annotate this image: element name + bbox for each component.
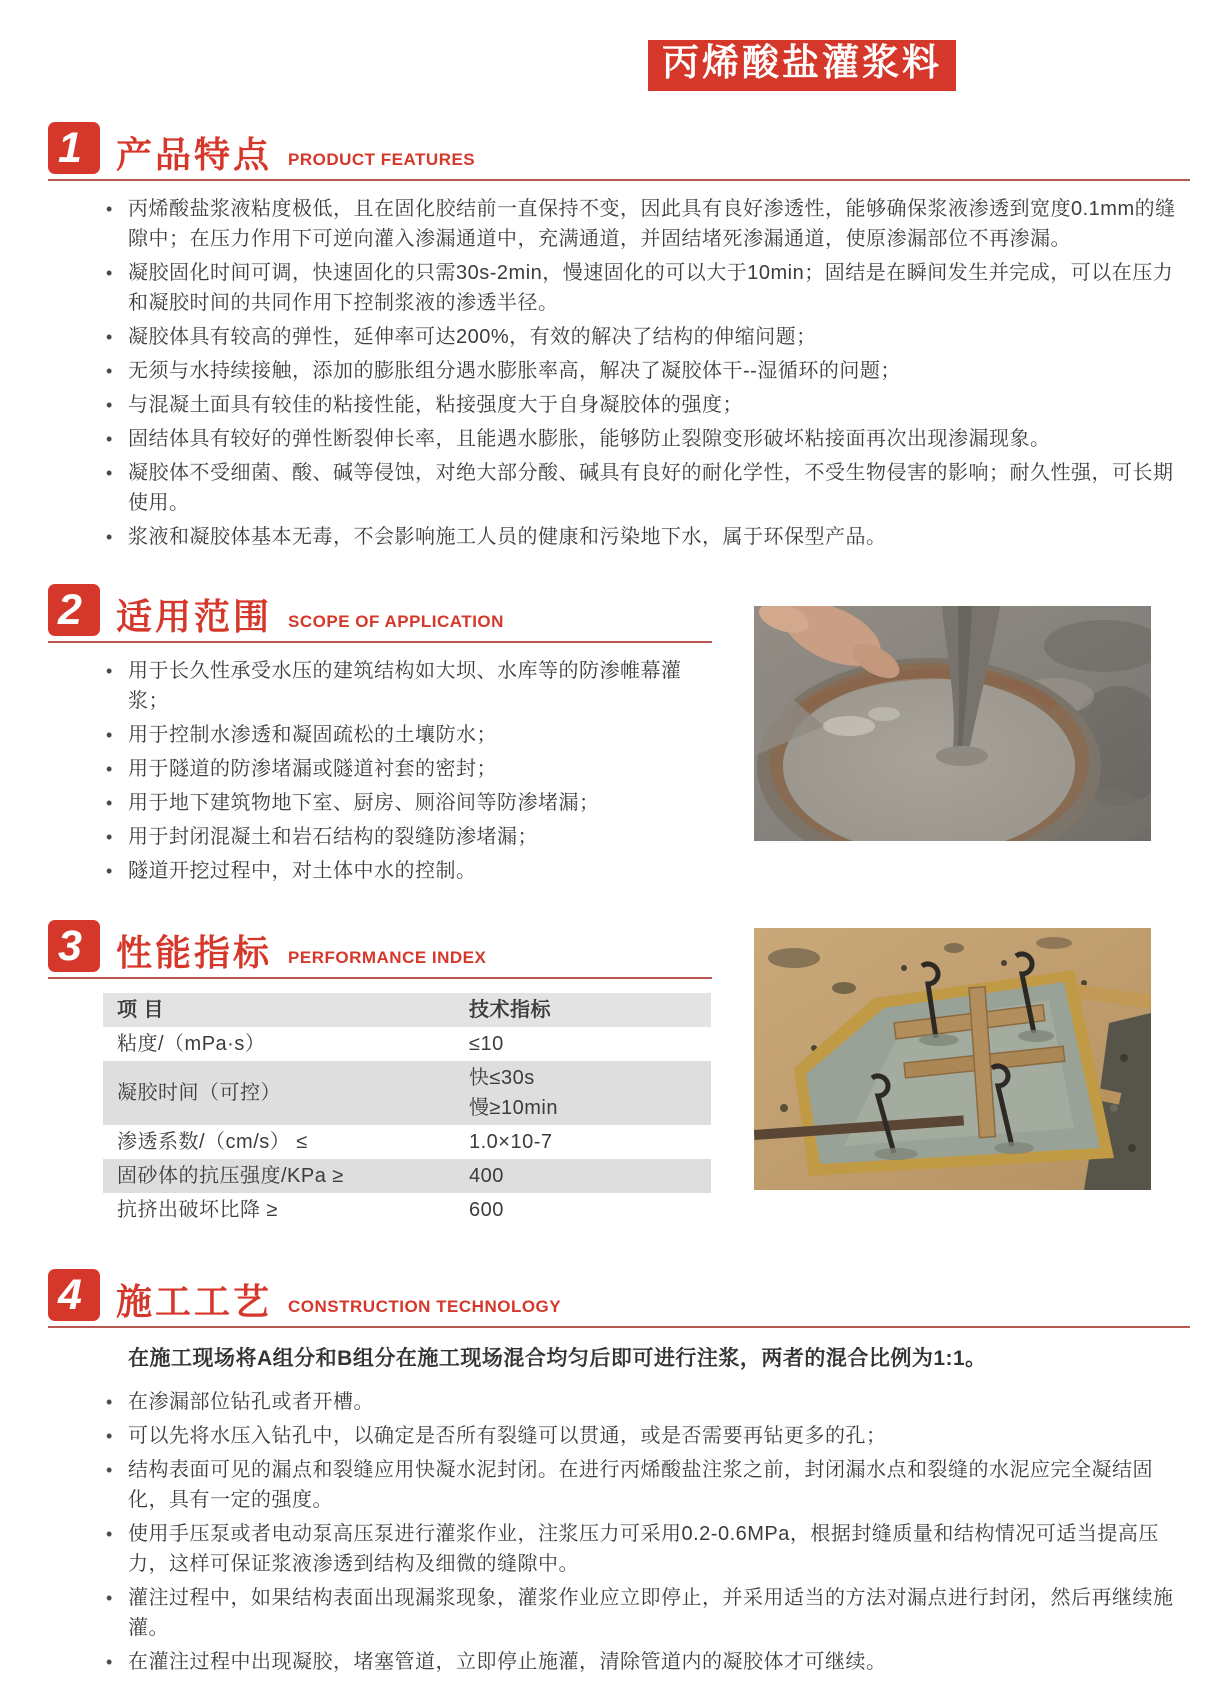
- spec-value-slow: 慢≥10min: [469, 1097, 558, 1119]
- feature-item: • 凝胶体不受细菌、酸、碱等侵蚀，对绝大部分酸、碱具有良好的耐化学性，不受生物侵害的影响；耐久性强，可长期使用。: [128, 458, 1190, 518]
- application-item: • 用于封闭混凝土和岩石结构的裂缝防渗堵漏；: [128, 822, 720, 852]
- feature-item: • 丙烯酸盐浆液粘度极低，且在固化胶结前一直保持不变，因此具有良好渗透性，能够确保浆液渗透到宽度0.1mm的缝隙中；在压力作用下可逆向灌入渗漏通道中，充满通道，并固结堵死渗漏通道，使原渗漏部位不再渗漏。: [128, 194, 1190, 254]
- section-subtitle: PRODUCT FEATURES: [288, 150, 476, 169]
- application-item: • 用于隧道的防渗堵漏或隧道衬套的密封；: [128, 754, 720, 784]
- spec-value: 600: [469, 1199, 504, 1221]
- section-scope-of-application: [48, 584, 1232, 890]
- section-header: [48, 1269, 1190, 1328]
- section-title: 施工工艺: [116, 1281, 273, 1323]
- spec-row: [103, 1027, 711, 1061]
- spec-value: [455, 1061, 711, 1125]
- feature-list: [48, 194, 1232, 552]
- feature-item: • 凝胶体具有较高的弹性，延伸率可达200%，有效的解决了结构的伸缩问题；: [128, 322, 1190, 352]
- application-item: • 用于控制水渗透和凝固疏松的土壤防水；: [128, 720, 720, 750]
- slurry-mixing-photo-illustration: [754, 606, 1151, 841]
- section-number-badge: 3: [48, 920, 100, 972]
- spec-value: 400: [469, 1165, 504, 1187]
- feature-item: • 与混凝土面具有较佳的粘接性能，粘接强度大于自身凝胶体的强度；: [128, 390, 1190, 420]
- process-step: • 在灌注过程中出现凝胶，堵塞管道，立即停止施灌，清除管道内的凝胶体才可继续。: [128, 1647, 1190, 1677]
- spec-item: 粘度/（mPa·s）: [117, 1033, 266, 1055]
- section-subtitle: SCOPE OF APPLICATION: [288, 612, 504, 631]
- application-item: • 隧道开挖过程中，对土体中水的控制。: [128, 856, 720, 886]
- section-header: [48, 122, 1190, 181]
- spec-value: 1.0×10-7: [469, 1131, 553, 1153]
- application-item: • 用于长久性承受水压的建筑结构如大坝、水库等的防渗帷幕灌浆；: [128, 656, 720, 716]
- table-header-row: [103, 993, 711, 1027]
- column-header-item: 项 目: [117, 999, 165, 1021]
- spec-item: 抗挤出破坏比降 ≥: [117, 1199, 279, 1221]
- section-title: 性能指标: [116, 932, 273, 974]
- spec-item: 凝胶时间（可控）: [117, 1082, 281, 1104]
- section-number-badge: 2: [48, 584, 100, 636]
- section-number-badge: 4: [48, 1269, 100, 1321]
- section-subtitle: PERFORMANCE INDEX: [288, 948, 487, 967]
- section-number-badge: 1: [48, 122, 100, 174]
- feature-item: • 固结体具有较好的弹性断裂伸长率，且能遇水膨胀，能够防止裂隙变形破坏粘接面再次出现渗漏现象。: [128, 424, 1190, 454]
- process-step: • 可以先将水压入钻孔中，以确定是否所有裂缝可以贯通，或是否需要再钻更多的孔；: [128, 1421, 1190, 1451]
- section-construction-technology: [48, 1269, 1232, 1677]
- application-item: • 用于地下建筑物地下室、厨房、厕浴间等防渗堵漏；: [128, 788, 720, 818]
- spec-item: 渗透系数/（cm/s） ≤: [117, 1131, 308, 1153]
- feature-item: • 浆液和凝胶体基本无毒，不会影响施工人员的健康和污染地下水，属于环保型产品。: [128, 522, 1190, 552]
- feature-item: • 凝胶固化时间可调，快速固化的只需30s-2min，慢速固化的可以大于10min；固结是在瞬间发生并完成，可以在压力和凝胶时间的共同作用下控制浆液的渗透半径。: [128, 258, 1190, 318]
- spec-row: [103, 1061, 711, 1125]
- formwork-grouting-photo-illustration: [754, 928, 1151, 1190]
- process-step: • 使用手压泵或者电动泵高压泵进行灌浆作业，注浆压力可采用0.2-0.6MPa，根据封缝质量和结构情况可适当提高压力，这样可保证浆液渗透到结构及细微的缝隙中。: [128, 1519, 1190, 1579]
- section-title: 产品特点: [116, 134, 273, 176]
- section-title: 适用范围: [116, 596, 273, 638]
- performance-index-table: [103, 993, 711, 1227]
- page-title: 丙烯酸盐灌浆料: [648, 40, 956, 91]
- mixing-instruction: 在施工现场将A组分和B组分在施工现场混合均匀后即可进行注浆，两者的混合比例为1:1。: [128, 1347, 987, 1370]
- process-step-list: [48, 1387, 1232, 1677]
- spec-row: [103, 1193, 711, 1227]
- spec-value-fast: 快≤30s: [469, 1067, 535, 1089]
- section-header: [48, 920, 712, 979]
- section-performance-index: [48, 920, 1232, 1227]
- slurry-mixing-photo: [754, 606, 1151, 841]
- section-subtitle: CONSTRUCTION TECHNOLOGY: [288, 1297, 562, 1316]
- section-header: [48, 584, 712, 643]
- process-step: • 灌注过程中，如果结构表面出现漏浆现象，灌浆作业应立即停止，并采用适当的方法对漏点进行封闭，然后再继续施灌。: [128, 1583, 1190, 1643]
- column-header-value: 技术指标: [469, 999, 551, 1021]
- spec-item: 固砂体的抗压强度/KPa ≥: [117, 1165, 344, 1187]
- process-step: • 在渗漏部位钻孔或者开槽。: [128, 1387, 1190, 1417]
- spec-value: ≤10: [469, 1033, 504, 1055]
- formwork-grouting-photo: [754, 928, 1151, 1190]
- spec-row: [103, 1159, 711, 1193]
- feature-item: • 无须与水持续接触，添加的膨胀组分遇水膨胀率高，解决了凝胶体干--湿循环的问题；: [128, 356, 1190, 386]
- application-list: [48, 656, 720, 886]
- section-product-features: [48, 122, 1232, 552]
- process-step: • 结构表面可见的漏点和裂缝应用快凝水泥封闭。在进行丙烯酸盐注浆之前，封闭漏水点和裂缝的水泥应完全凝结固化，具有一定的强度。: [128, 1455, 1190, 1515]
- spec-row: [103, 1125, 711, 1159]
